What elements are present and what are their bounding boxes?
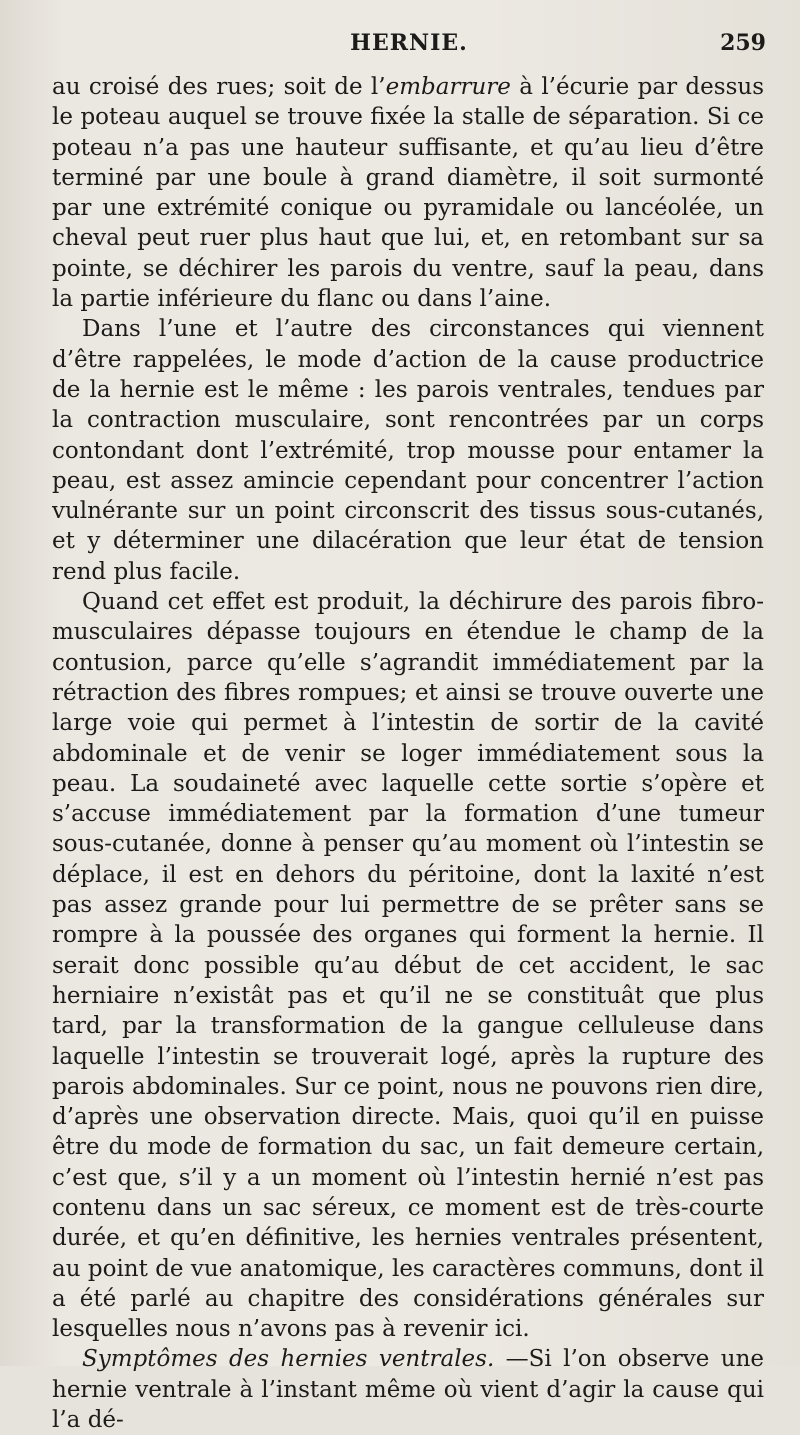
paragraph-lead: au croisé des rues; soit de l’ (52, 74, 386, 100)
running-title: HERNIE. (350, 30, 468, 56)
section-paragraph (52, 1344, 764, 1435)
paragraph-text: —Si l’on observe une hernie ventrale à l’instant même où vient d’agir la cause qui l’a dé- (52, 1346, 764, 1434)
paragraph: Dans l’une et l’autre des circonstances qui viennent d’être rappelées, le mode d’action de la cause productrice de la hernie est le même : les parois ventrales, tendues par la contraction musculaire, sont rencontrées par un corps contondant dont l’extrémité, trop mousse pour entamer la peau, est assez amincie cependant pour concentrer l’action vulnérante sur un point circonscrit des tissus sous-cutanés, et y déterminer une dilacération que leur état de tension rend plus facile. (52, 316, 764, 585)
paragraph-text: à l’écurie par dessus le poteau auquel se trouve fixée la stalle de séparation. Si ce poteau n’a pas une hauteur suffisante, et qu’au lieu d’être terminé par une boule à grand diamètre, il soit surmonté par une extrémité conique ou pyramidale ou lancéolée, un cheval peut ruer plus haut que lui, et, en retombant sur sa pointe, se déchirer les parois du ventre, sauf la peau, dans la partie inférieure du flanc ou dans l’aine. (52, 74, 764, 313)
paragraph: Quand cet effet est produit, la déchirure des parois fibro-musculaires dépasse toujours en étendue le champ de la contusion, parce qu’elle s’agrandit immédiatement par la rétraction des fibres rompues; et ainsi se trouve ouverte une large voie qui permet à l’intestin de sortir de la cavité abdominale et de venir se loger immédiatement sous la peau. La soudaineté avec laquelle cette sortie s’opère et s’accuse immédiatement par la formation d’une tumeur sous-cutanée, donne à penser qu’au moment où l’intestin se déplace, il est en dehors du péritoine, dont la laxité n’est pas assez grande pour lui permettre de se prêter sans se rompre à la poussée des organes qui forment la hernie. Il serait donc possible qu’au début de cet accident, le sac herniaire n’existât pas et qu’il ne se constituât que plus tard, par la transformation de la gangue celluleuse dans laquelle l’intestin se trouverait logé, après la rupture des parois abdominales. Sur ce point, nous ne pouvons rien dire, d’après une observation directe. Mais, quoi qu’il en puisse être du mode de formation du sac, un fait demeure certain, c’est que, s’il y a un moment où l’intestin hernié n’est pas contenu dans un sac séreux, ce moment est de très-courte durée, et qu’en définitive, les hernies ventrales présentent, au point de vue anatomique, les caractères communs, dont il a été parlé au chapitre des considérations générales sur lesquelles nous n’avons pas à revenir ici. (52, 589, 764, 1343)
paragraph-continued (52, 72, 764, 314)
page-header (52, 30, 766, 64)
section-heading: Symptômes des hernies ventrales. (82, 1346, 495, 1373)
body-text (52, 72, 764, 1435)
page-number: 259 (720, 30, 766, 56)
italic-term: embarrure (385, 74, 511, 100)
